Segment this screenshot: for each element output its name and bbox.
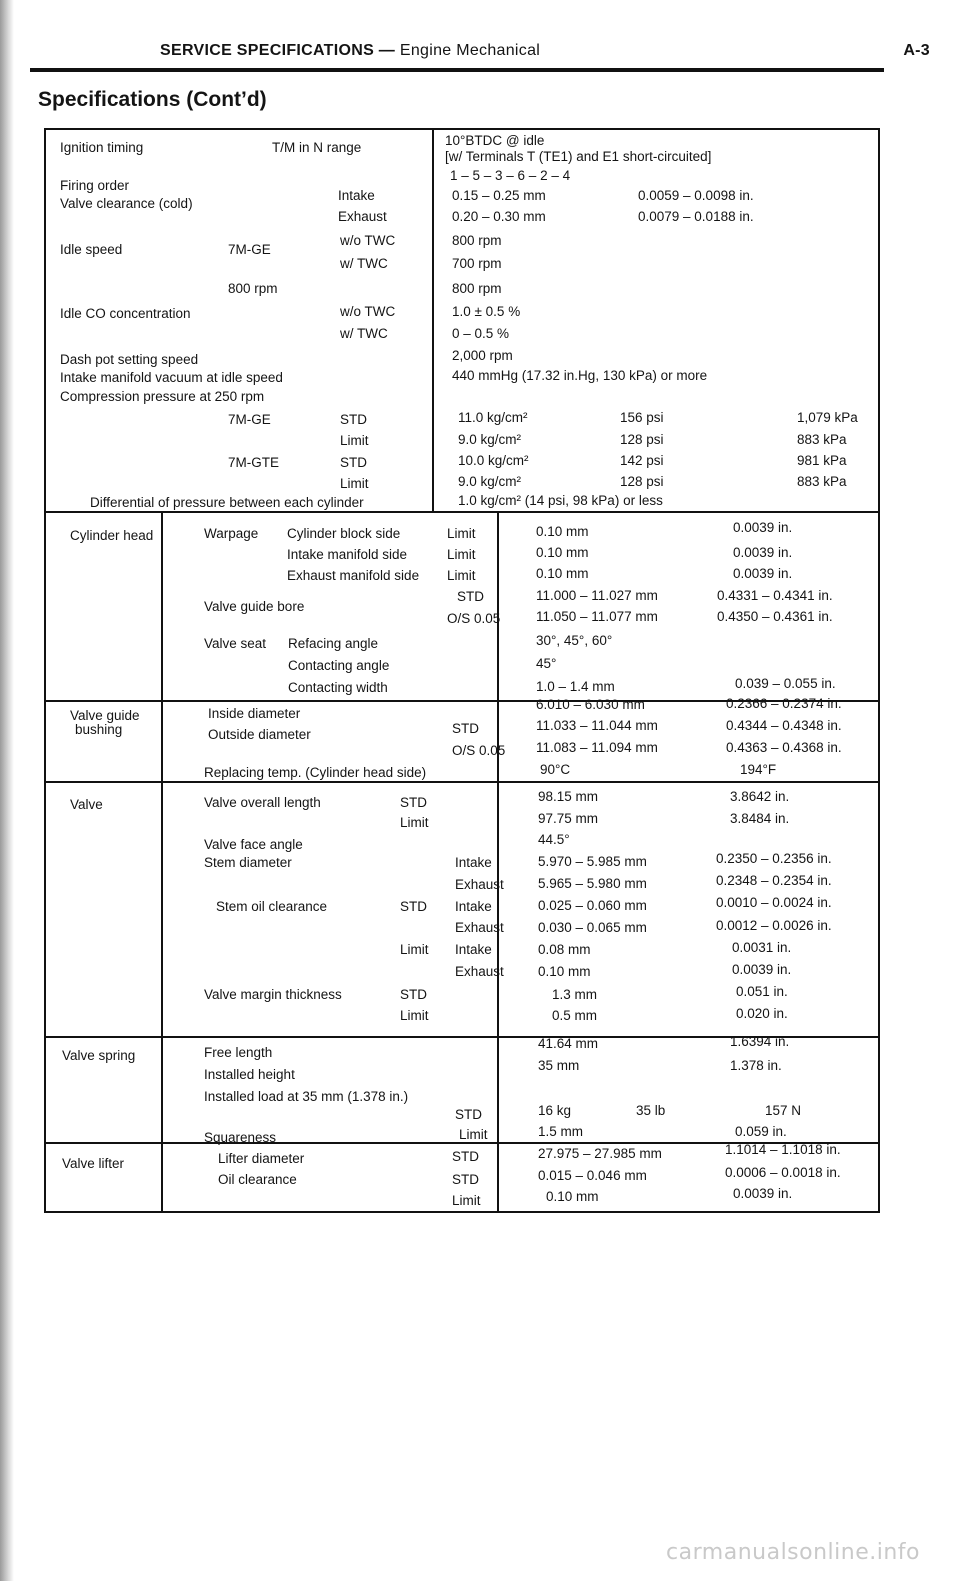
comp-gte-lim-kg: 9.0 kg/cm²	[458, 474, 522, 489]
outside-os: O/S 0.05	[452, 743, 506, 758]
comp-gte-std-kpa: 981 kPa	[797, 453, 847, 468]
comp-ge-std-psi: 156 psi	[620, 410, 664, 425]
valve-length-std-mm: 98.15 mm	[538, 789, 599, 804]
lifter-oc-std: STD	[452, 1172, 479, 1187]
valve-clearance-exhaust-in: 0.0079 – 0.0188 in.	[638, 209, 754, 224]
installed-load-lb: 35 lb	[636, 1103, 666, 1118]
oil-clear-limit-exhaust: Exhaust	[455, 964, 504, 979]
comp-gte-std-kg: 10.0 kg/cm²	[458, 453, 529, 468]
margin-limit-in: 0.020 in.	[736, 1006, 788, 1021]
oil-clear-lim-ex-in: 0.0039 in.	[732, 962, 792, 977]
compression-gte-std: STD	[340, 455, 367, 470]
oil-clear-std-in-mm: 0.025 – 0.060 mm	[538, 898, 647, 913]
oil-clear-std-intake: Intake	[455, 899, 492, 914]
installed-load-n: 157 N	[765, 1103, 802, 1118]
contacting-angle-value: 45°	[536, 656, 557, 671]
outside-std-in: 0.4344 – 0.4348 in.	[726, 718, 842, 733]
compression-gte-limit: Limit	[340, 476, 369, 491]
face-angle-value: 44.5°	[538, 832, 570, 847]
inside-diameter-label: Inside diameter	[208, 706, 301, 721]
valve-label: Valve	[70, 797, 103, 812]
refacing-angle-value: 30°, 45°, 60°	[536, 633, 613, 648]
stem-dia-intake-mm: 5.970 – 5.985 mm	[538, 854, 647, 869]
idle-co-w-twc: w/ TWC	[340, 326, 388, 341]
installed-load-label: Installed load at 35 mm (1.378 in.)	[204, 1089, 409, 1104]
valve-guide-label: Valve guide	[70, 708, 140, 723]
valve-guide-label-2: bushing	[75, 722, 123, 737]
guide-bore-std-in: 0.4331 – 0.4341 in.	[717, 588, 833, 603]
guide-bore-std-mm: 11.000 – 11.027 mm	[536, 588, 658, 603]
squareness-in: 0.059 in.	[735, 1124, 787, 1139]
compression-gte: 7M-GTE	[228, 455, 280, 470]
idle-speed-label: Idle speed	[60, 242, 123, 257]
stem-dia-intake: Intake	[455, 855, 492, 870]
divider-v-top	[432, 130, 434, 511]
installed-load-std: STD	[455, 1107, 482, 1122]
stem-diameter-label: Stem diameter	[204, 855, 292, 870]
oil-clear-std-ex-in: 0.0012 – 0.0026 in.	[716, 918, 832, 933]
outside-std-mm: 11.033 – 11.044 mm	[536, 718, 658, 733]
oil-clear-limit: Limit	[400, 942, 429, 957]
divider-h-3	[46, 781, 878, 783]
divider-h-1	[46, 511, 878, 513]
oil-clear-std-in-in: 0.0010 – 0.0024 in.	[716, 895, 832, 910]
ignition-timing-cond: T/M in N range	[272, 140, 362, 155]
scan-edge	[0, 0, 14, 1581]
valve-clearance-exhaust-mm: 0.20 – 0.30 mm	[452, 209, 546, 224]
idle-speed-ge-wo-value: 800 rpm	[452, 233, 502, 248]
lifter-dia-std: STD	[452, 1149, 479, 1164]
lifter-oc-limit: Limit	[452, 1193, 481, 1208]
contacting-width-label: Contacting width	[288, 680, 388, 695]
replacing-temp-label: Replacing temp. (Cylinder head side)	[204, 765, 427, 780]
installed-height-in: 1.378 in.	[730, 1058, 782, 1073]
lifter-oc-std-in: 0.0006 – 0.0018 in.	[725, 1165, 841, 1180]
dash-pot-label: Dash pot setting speed	[60, 352, 199, 367]
warpage-2-in: 0.0039 in.	[733, 545, 793, 560]
header-title-bold: SERVICE SPECIFICATIONS —	[160, 42, 396, 59]
lifter-oil-clearance-label: Oil clearance	[218, 1172, 297, 1187]
guide-bore-label: Valve guide bore	[204, 599, 305, 614]
warpage-cyl-block: Cylinder block side	[287, 526, 401, 541]
differential-label: Differential of pressure between each cylinder	[90, 495, 364, 510]
guide-bore-std: STD	[457, 589, 484, 604]
installed-height-mm: 35 mm	[538, 1058, 580, 1073]
oil-clear-std-ex-mm: 0.030 – 0.065 mm	[538, 920, 647, 935]
comp-ge-lim-psi: 128 psi	[620, 432, 664, 447]
lifter-diameter-label: Lifter diameter	[218, 1151, 305, 1166]
firing-order-label: Firing order	[60, 178, 130, 193]
stem-dia-exhaust: Exhaust	[455, 877, 504, 892]
compression-ge: 7M-GE	[228, 412, 271, 427]
comp-ge-std-kg: 11.0 kg/cm²	[458, 410, 528, 425]
free-length-label: Free length	[204, 1045, 273, 1060]
idle-co-w-value: 0 – 0.5 %	[452, 326, 510, 341]
idle-co-label: Idle CO concentration	[60, 306, 191, 321]
valve-length-limit-in: 3.8484 in.	[730, 811, 790, 826]
watermark: carmanualsonline.info	[666, 1540, 920, 1565]
margin-std-in: 0.051 in.	[736, 984, 788, 999]
ignition-timing-label: Ignition timing	[60, 140, 144, 155]
valve-clearance-intake: Intake	[338, 188, 375, 203]
header-title-rest: Engine Mechanical	[399, 42, 541, 59]
warpage-limit-3: Limit	[447, 568, 476, 583]
outside-os-in: 0.4363 – 0.4368 in.	[726, 740, 842, 755]
compression-ge-limit: Limit	[340, 433, 369, 448]
oil-clear-lim-ex-mm: 0.10 mm	[538, 964, 591, 979]
outside-std: STD	[452, 721, 479, 736]
differential-value: 1.0 kg/cm² (14 psi, 98 kPa) or less	[458, 493, 663, 508]
valve-overall-length-label: Valve overall length	[204, 795, 321, 810]
inside-diameter-in: 0.2366 – 0.2374 in.	[726, 696, 842, 711]
stem-dia-exhaust-in: 0.2348 – 0.2354 in.	[716, 873, 832, 888]
guide-bore-os-mm: 11.050 – 11.077 mm	[536, 609, 658, 624]
free-length-in: 1.6394 in.	[730, 1034, 790, 1049]
stem-dia-intake-in: 0.2350 – 0.2356 in.	[716, 851, 832, 866]
guide-bore-os-in: 0.4350 – 0.4361 in.	[717, 609, 833, 624]
face-angle-label: Valve face angle	[204, 837, 303, 852]
stem-dia-exhaust-mm: 5.965 – 5.980 mm	[538, 876, 647, 891]
squareness-mm: 1.5 mm	[538, 1124, 584, 1139]
idle-speed-gte-value: 800 rpm	[452, 281, 502, 296]
oil-clear-limit-intake: Intake	[455, 942, 492, 957]
oil-clear-lim-in-mm: 0.08 mm	[538, 942, 591, 957]
squareness-label: Squareness	[204, 1130, 277, 1145]
valve-seat-label: Valve seat	[204, 636, 267, 651]
comp-gte-lim-psi: 128 psi	[620, 474, 664, 489]
header-rule	[30, 68, 884, 72]
inside-diameter-mm: 6.010 – 6.030 mm	[536, 697, 645, 712]
valve-clearance-label: Valve clearance (cold)	[60, 196, 193, 211]
margin-label: Valve margin thickness	[204, 987, 342, 1002]
valve-length-limit-mm: 97.75 mm	[538, 811, 599, 826]
contacting-width-mm: 1.0 – 1.4 mm	[536, 679, 615, 694]
idle-speed-gte: 800 rpm	[228, 281, 278, 296]
lifter-dia-mm: 27.975 – 27.985 mm	[538, 1146, 662, 1161]
comp-ge-lim-kg: 9.0 kg/cm²	[458, 432, 522, 447]
guide-bore-os: O/S 0.05	[447, 611, 501, 626]
warpage-intake: Intake manifold side	[287, 547, 408, 562]
ignition-timing-note: [w/ Terminals T (TE1) and E1 short-circuited]	[445, 149, 712, 164]
page-header	[160, 42, 930, 68]
lifter-oc-std-mm: 0.015 – 0.046 mm	[538, 1168, 647, 1183]
installed-height-label: Installed height	[204, 1067, 295, 1082]
refacing-angle-label: Refacing angle	[288, 636, 379, 651]
warpage-3-mm: 0.10 mm	[536, 566, 589, 581]
dash-pot-value: 2,000 rpm	[452, 348, 513, 363]
oil-clear-lim-in-in: 0.0031 in.	[732, 940, 792, 955]
idle-speed-ge-w-value: 700 rpm	[452, 256, 502, 271]
oil-clear-std: STD	[400, 899, 427, 914]
valve-clearance-intake-mm: 0.15 – 0.25 mm	[452, 188, 546, 203]
comp-gte-std-psi: 142 psi	[620, 453, 664, 468]
compression-ge-std: STD	[340, 412, 367, 427]
ignition-timing-value: 10°BTDC @ idle	[445, 133, 545, 148]
comp-ge-std-kpa: 1,079 kPa	[797, 410, 858, 425]
contacting-width-in: 0.039 – 0.055 in.	[735, 676, 836, 691]
margin-limit: Limit	[400, 1008, 429, 1023]
lifter-oc-limit-in: 0.0039 in.	[733, 1186, 793, 1201]
valve-clearance-exhaust: Exhaust	[338, 209, 387, 224]
comp-gte-lim-kpa: 883 kPa	[797, 474, 847, 489]
idle-co-wo-twc: w/o TWC	[340, 304, 396, 319]
contacting-angle-label: Contacting angle	[288, 658, 390, 673]
valve-length-std: STD	[400, 795, 427, 810]
installed-load-kg: 16 kg	[538, 1103, 572, 1118]
lifter-dia-in: 1.1014 – 1.1018 in.	[725, 1142, 841, 1157]
compression-label: Compression pressure at 250 rpm	[60, 389, 265, 404]
warpage-exhaust: Exhaust manifold side	[287, 568, 420, 583]
free-length-mm: 41.64 mm	[538, 1036, 599, 1051]
section-title: Specifications (Cont’d)	[38, 88, 267, 111]
squareness-limit: Limit	[459, 1127, 488, 1142]
outside-os-mm: 11.083 – 11.094 mm	[536, 740, 658, 755]
valve-spring-label: Valve spring	[62, 1048, 136, 1063]
vacuum-label: Intake manifold vacuum at idle speed	[60, 370, 283, 385]
replacing-temp-f: 194°F	[740, 762, 777, 777]
page-number: A-3	[903, 42, 930, 59]
warpage-1-mm: 0.10 mm	[536, 524, 589, 539]
warpage-label: Warpage	[204, 526, 259, 541]
idle-speed-ge: 7M-GE	[228, 242, 271, 257]
vacuum-value: 440 mmHg (17.32 in.Hg, 130 kPa) or more	[452, 368, 708, 383]
lifter-oc-limit-mm: 0.10 mm	[546, 1189, 599, 1204]
divider-v-label	[161, 511, 163, 1213]
warpage-limit-2: Limit	[447, 547, 476, 562]
cylinder-head-label: Cylinder head	[70, 528, 154, 543]
warpage-2-mm: 0.10 mm	[536, 545, 589, 560]
valve-clearance-intake-in: 0.0059 – 0.0098 in.	[638, 188, 754, 203]
warpage-limit-1: Limit	[447, 526, 476, 541]
firing-order-value: 1 – 5 – 3 – 6 – 2 – 4	[450, 168, 571, 183]
warpage-1-in: 0.0039 in.	[733, 520, 793, 535]
idle-speed-w-twc: w/ TWC	[340, 256, 388, 271]
oil-clear-std-exhaust: Exhaust	[455, 920, 504, 935]
warpage-3-in: 0.0039 in.	[733, 566, 793, 581]
valve-length-limit: Limit	[400, 815, 429, 830]
idle-speed-wo-twc: w/o TWC	[340, 233, 396, 248]
valve-lifter-label: Valve lifter	[62, 1156, 125, 1171]
idle-co-wo-value: 1.0 ± 0.5 %	[452, 304, 521, 319]
margin-std-mm: 1.3 mm	[552, 987, 598, 1002]
valve-length-std-in: 3.8642 in.	[730, 789, 790, 804]
comp-ge-lim-kpa: 883 kPa	[797, 432, 847, 447]
margin-limit-mm: 0.5 mm	[552, 1008, 598, 1023]
outside-diameter-label: Outside diameter	[208, 727, 311, 742]
replacing-temp-c: 90°C	[540, 762, 571, 777]
stem-oil-clearance-label: Stem oil clearance	[216, 899, 328, 914]
margin-std: STD	[400, 987, 427, 1002]
